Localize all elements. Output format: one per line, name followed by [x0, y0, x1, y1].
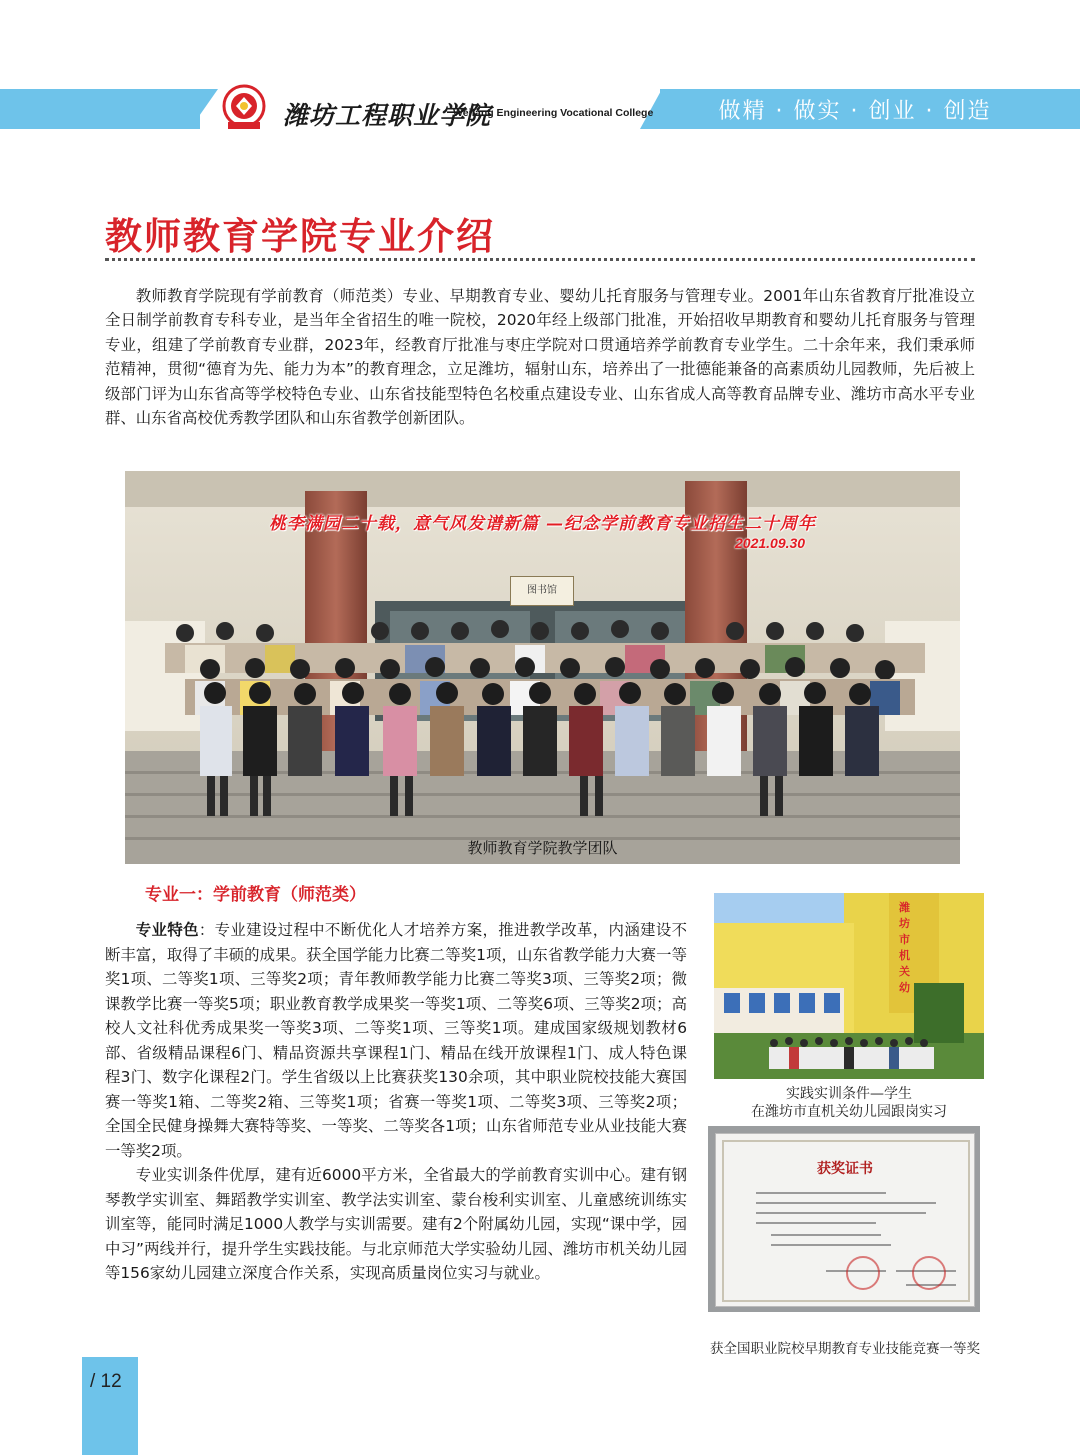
group-photo-caption: 教师教育学院教学团队 [467, 839, 618, 857]
college-name-en: Weifang Engineering Vocational College [453, 107, 654, 119]
group-photo [125, 471, 960, 864]
intro-paragraph: 教师教育学院现有学前教育（师范类）专业、早期教育专业、婴幼儿托育服务与管理专业。2001年山东省教育厅批准设立全日制学前教育专科专业，是当年全省招生的唯一院校，2020年经上级部门批准，开始招收早期教育和婴幼儿托育服务与管理专业，组建了学前教育专业群，2023年，经教育厅批准与枣庄学院对口贯通培养学前教育专业学生。二十余年来，我们秉承师范精神，贯彻“德育为先、能力为本”的教育理念，立足潍坊，辐射山东，培养出了一批德能兼备的高素质幼儿园教师，先后被上级部门评为山东省高等学校特色专业、山东省技能型特色名校重点建设专业、山东省成人高等教育品牌专业、潍坊市高水平专业群、山东省高校优秀教学团队和山东省教学创新团队。 [105, 287, 975, 428]
major-one-title: 专业一：学前教育（师范类） [145, 885, 366, 905]
certificate-text-line [756, 1212, 926, 1214]
major-training-paragraph: 专业实训条件优厚，建有近6000平方米，全省最大的学前教育实训中心。建有钢琴教学实训室、舞蹈教学实训室、教学法实训室、蒙台梭利实训室、儿童感统训练实训室等，能同时满足1000人教学与实训需要。建有2个附属幼儿园，实现“课中学，园中习”两线并行，提升学生实践技能。与北京师范大学实验幼儿园、潍坊市机关幼儿园等156家幼儿园建立深度合作关系，实现高质量岗位实习与就业。 [105, 1166, 687, 1282]
college-seal-icon [220, 84, 268, 132]
college-name-cn: 潍坊工程职业学院 [283, 101, 492, 130]
certificate-text-line [771, 1244, 891, 1246]
certificate-caption: 获全国职业院校早期教育专业技能竞赛一等奖 [710, 1341, 980, 1357]
photo-banner: 桃李满园二十载，意气风发谱新篇 —纪念学前教育专业招生二十周年 [269, 514, 816, 534]
library-sign: 图书馆 [510, 576, 574, 606]
certificate-text-line [756, 1222, 876, 1224]
page-number: / 12 [90, 1371, 122, 1392]
certificate-stamp-icon [846, 1256, 880, 1290]
svg-text:坊: 坊 [899, 917, 910, 930]
title-divider [105, 258, 975, 261]
award-certificate-photo [708, 1126, 980, 1312]
svg-text:关: 关 [899, 965, 910, 978]
svg-text:潍: 潍 [899, 901, 910, 914]
certificate-paper [715, 1133, 975, 1307]
certificate-stamp-icon [912, 1256, 946, 1290]
svg-text:机: 机 [899, 949, 910, 962]
svg-text:幼: 幼 [899, 981, 910, 994]
kindergarten-caption-line2: 在潍坊市直机关幼儿园跟岗实习 [751, 1104, 947, 1120]
major-feature-paragraph [105, 918, 687, 1163]
svg-text:市: 市 [899, 933, 910, 946]
certificate-text-line [771, 1234, 881, 1236]
header-left-band [0, 89, 200, 129]
kindergarten-photo [714, 893, 984, 1079]
major-feature-label: 专业特色 [135, 921, 199, 939]
kindergarten-caption-line1: 实践实训条件—学生 [786, 1086, 912, 1102]
page-title: 教师教育学院专业介绍 [105, 215, 495, 258]
major-one-body [105, 918, 687, 1286]
certificate-text-line [756, 1192, 886, 1194]
certificate-title: 获奖证书 [817, 1161, 873, 1177]
header-left-band-slant [190, 89, 218, 129]
college-motto: 做精 · 做实 · 创业 · 创造 [718, 99, 992, 124]
major-feature-text: ：专业建设过程中不断优化人才培养方案，推进教学改革，内涵建设不断丰富，取得了丰硕的成果。获全国学能力比赛二等奖1项，山东省教学能力大赛一等奖1项、二等奖1项、三等奖2项；青年教师教学能力比赛二等奖3项、三等奖2项；微课教学比赛一等奖5项；职业教育教学成果奖一等奖1项、二等奖6项、三等奖2项；高校人文社科优秀成果奖一等奖3项、二等奖1项、三等奖1项。建成国家级规划教材6部、省级精品课程6门、精品资源共享课程1门、精品在线开放课程1门、成人特色课程3门、数字化课程2门。学生省级以上比赛获奖130余项，其中职业院校技能大赛国赛一等奖1箱、二等奖2箱、三等奖1项；省赛一等奖1项、二等奖3项、三等奖2项；全国全民健身操舞大赛特等奖、一等奖、二等奖各1项；山东省师范专业从业技能大赛一等奖2项。 [105, 921, 687, 1160]
photo-date: 2021.09.30 [735, 535, 806, 551]
certificate-text-line [756, 1202, 936, 1204]
